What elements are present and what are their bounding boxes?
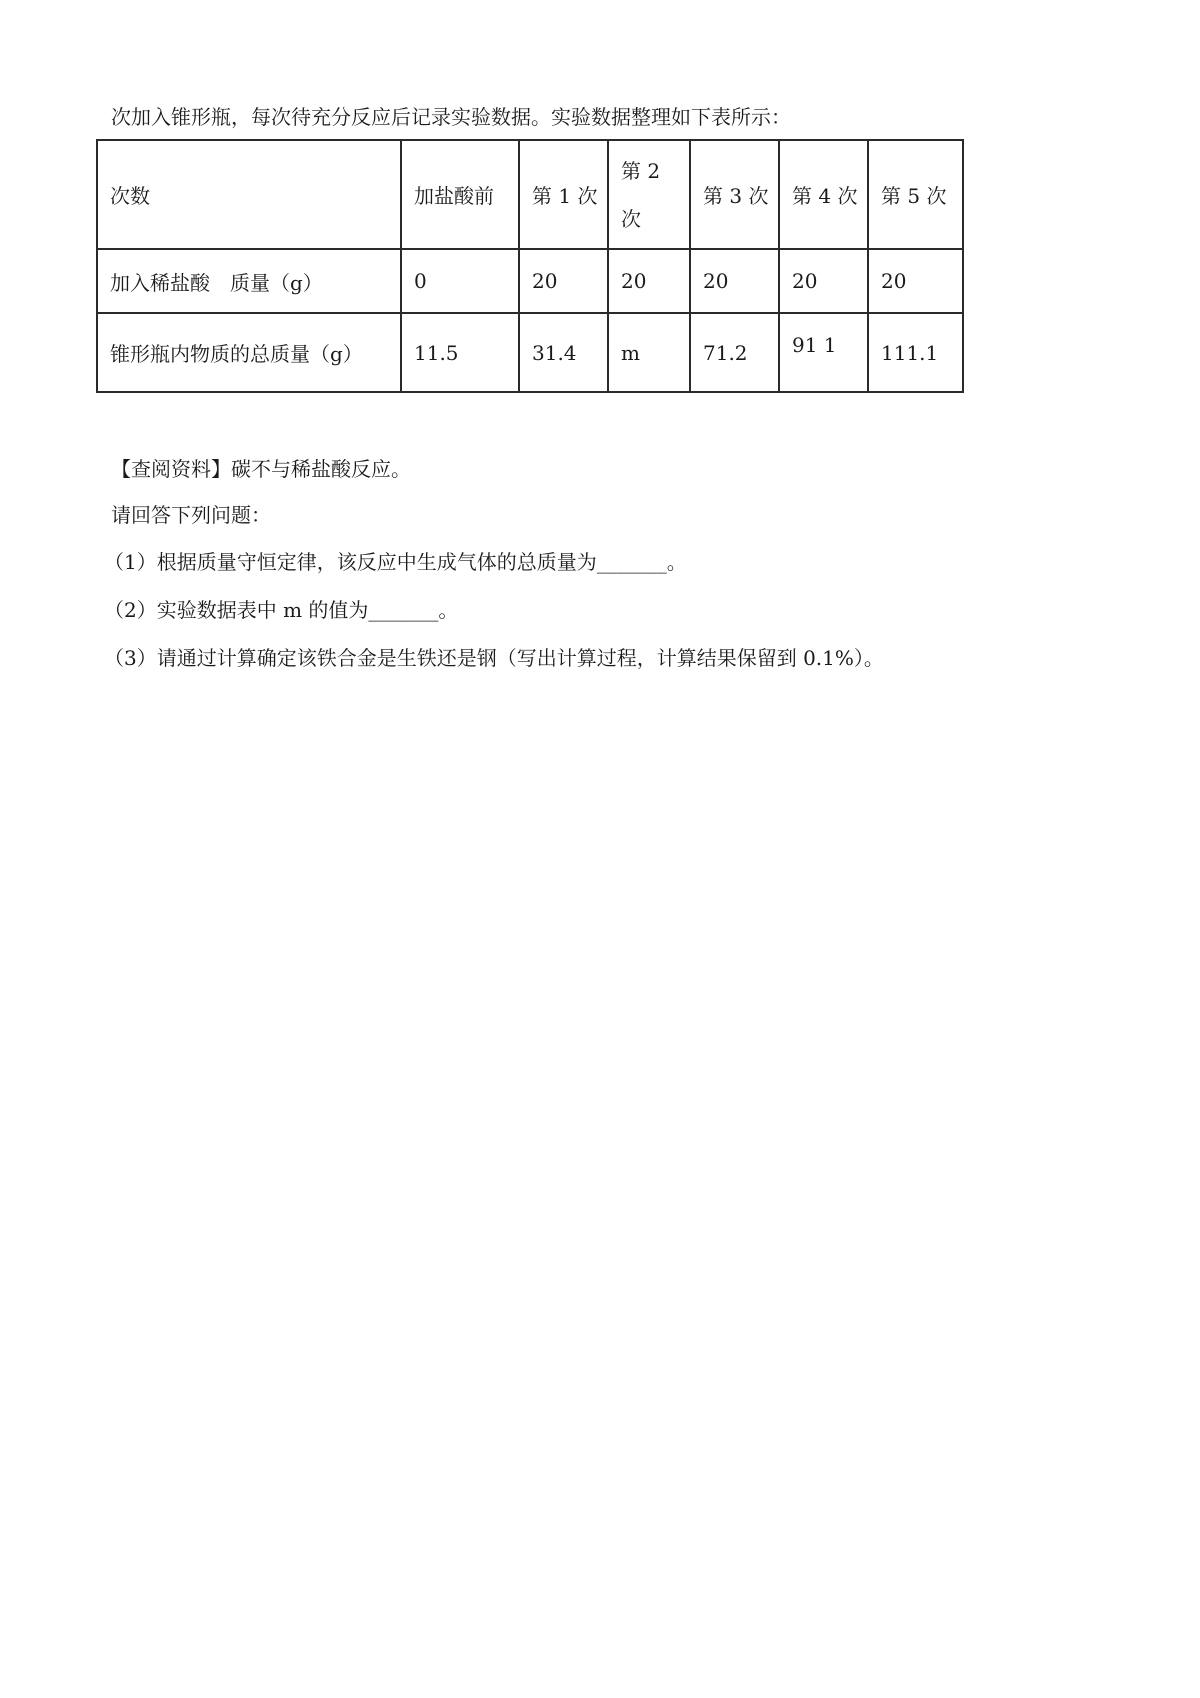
table-cell: 20 xyxy=(868,249,963,313)
table-cell: 71.2 xyxy=(690,313,779,392)
table-cell: m xyxy=(608,313,690,392)
experiment-data-table xyxy=(96,139,964,393)
header-cell: 次数 xyxy=(97,140,401,249)
question-3: （3）请通过计算确定该铁合金是生铁还是钢（写出计算过程，计算结果保留到 0.1%）。 xyxy=(104,646,884,670)
header-cell: 第 1 次 xyxy=(519,140,608,249)
reference-note: 【查阅资料】碳不与稀盐酸反应。 xyxy=(111,457,411,481)
question-1: （1）根据质量守恒定律，该反应中生成气体的总质量为_______。 xyxy=(104,550,687,574)
row-label-cell: 锥形瓶内物质的总质量（g） xyxy=(97,313,401,392)
table-row xyxy=(97,249,963,313)
table-cell: 0 xyxy=(401,249,519,313)
header-cell: 第 3 次 xyxy=(690,140,779,249)
table-cell xyxy=(779,313,868,392)
header-cell: 第 5 次 xyxy=(868,140,963,249)
header-cell: 第 4 次 xyxy=(779,140,868,249)
table-cell: 11.5 xyxy=(401,313,519,392)
table-row xyxy=(97,313,963,392)
table-cell: 31.4 xyxy=(519,313,608,392)
intro-text: 次加入锥形瓶，每次待充分反应后记录实验数据。实验数据整理如下表所示： xyxy=(111,105,791,129)
table-cell-text: 91 1 xyxy=(792,332,837,357)
header-cell xyxy=(608,140,690,249)
table-header-row xyxy=(97,140,963,249)
table-cell: 111.1 xyxy=(868,313,963,392)
header-cell: 加盐酸前 xyxy=(401,140,519,249)
question-2: （2）实验数据表中 m 的值为_______。 xyxy=(104,598,459,622)
question-prompt: 请回答下列问题： xyxy=(111,503,271,527)
header-cell-text: 第 2 次 xyxy=(621,158,661,231)
table-cell: 20 xyxy=(779,249,868,313)
row-label-cell: 加入稀盐酸 质量（g） xyxy=(97,249,401,313)
table-cell: 20 xyxy=(608,249,690,313)
table-cell: 20 xyxy=(690,249,779,313)
table-cell: 20 xyxy=(519,249,608,313)
